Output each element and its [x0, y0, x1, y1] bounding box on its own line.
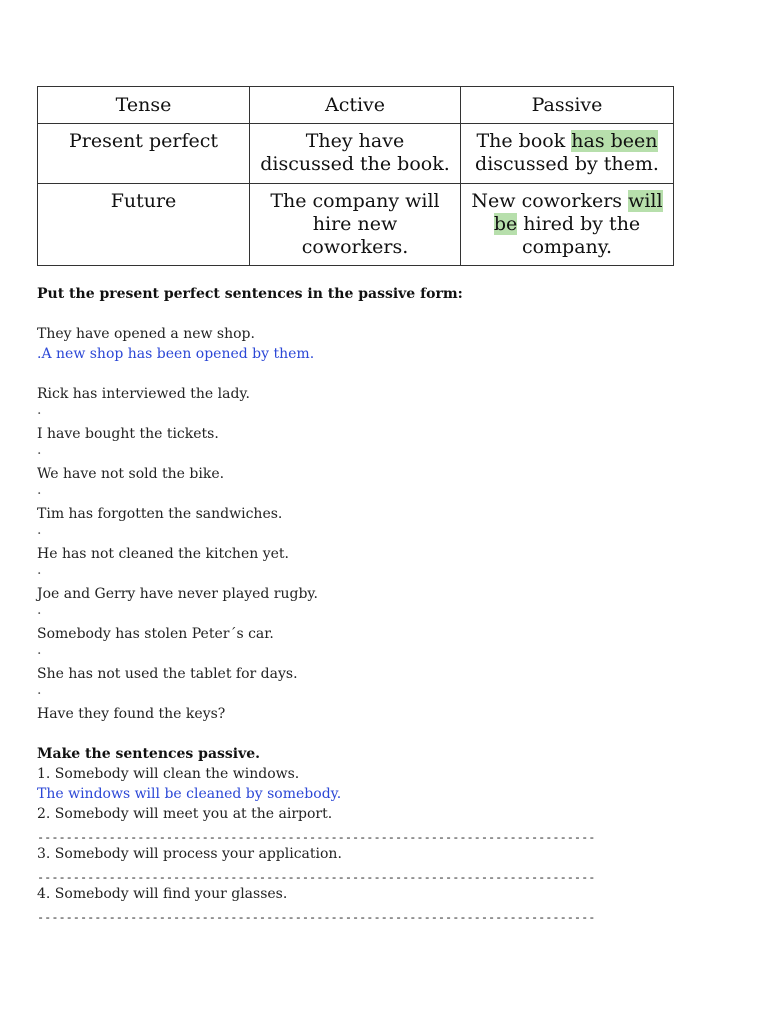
- sentence-item: Tim has forgotten the sandwiches.: [37, 506, 283, 522]
- exercise-2-example-answer: The windows will be cleaned by somebody.: [37, 786, 342, 802]
- sentence-item: 3. Somebody will process your application.: [37, 846, 342, 862]
- answer-blank[interactable]: .: [37, 602, 42, 618]
- answer-line[interactable]: ------------------------------------------------------------------------------: [37, 830, 596, 844]
- passive-highlight: will be: [493, 190, 663, 235]
- sentence-item: She has not used the tablet for days.: [37, 666, 298, 682]
- table-row-present-perfect: [38, 124, 674, 184]
- sentence-item: Have they found the keys?: [37, 706, 226, 722]
- sentence-item: We have not sold the bike.: [37, 466, 225, 482]
- table-header-row: [38, 87, 674, 124]
- sentence-item: Rick has interviewed the lady.: [37, 386, 250, 402]
- sentence-item: I have bought the tickets.: [37, 426, 219, 442]
- tense-cell: Present perfect: [38, 124, 250, 184]
- answer-blank[interactable]: .: [37, 682, 42, 698]
- answer-blank[interactable]: .: [37, 522, 42, 538]
- answer-line[interactable]: ------------------------------------------------------------------------------: [37, 910, 596, 924]
- answer-blank[interactable]: .: [37, 482, 42, 498]
- answer-line[interactable]: ------------------------------------------------------------------------------: [37, 870, 596, 884]
- answer-blank[interactable]: .: [37, 562, 42, 578]
- sentence-item: Somebody has stolen Peter´s car.: [37, 626, 274, 642]
- passive-text-pre: New coworkers: [471, 190, 629, 212]
- answer-blank[interactable]: .: [37, 642, 42, 658]
- answer-blank[interactable]: .: [37, 402, 42, 418]
- tense-comparison-table: [37, 86, 674, 266]
- passive-cell: [461, 184, 674, 266]
- exercise-2: [37, 744, 677, 924]
- exercise-2-example: 1. Somebody will clean the windows.: [37, 766, 300, 782]
- tense-cell: Future: [38, 184, 250, 266]
- passive-text-pre: The book: [476, 130, 572, 152]
- active-cell: They have discussed the book.: [250, 124, 461, 184]
- sentence-item: He has not cleaned the kitchen yet.: [37, 546, 289, 562]
- passive-text-post: discussed by them.: [475, 153, 659, 175]
- passive-text-post: hired by the company.: [517, 213, 641, 258]
- exercise-1: [37, 284, 677, 724]
- exercise-1-example: They have opened a new shop.: [37, 326, 255, 342]
- passive-highlight: has been: [571, 130, 658, 152]
- sentence-item: 4. Somebody will find your glasses.: [37, 886, 288, 902]
- passive-cell: [461, 124, 674, 184]
- exercise-1-heading: Put the present perfect sentences in the passive form:: [37, 286, 463, 302]
- table-row-future: [38, 184, 674, 266]
- header-active: Active: [250, 87, 461, 124]
- active-cell: The company will hire new coworkers.: [250, 184, 461, 266]
- sentence-item: 2. Somebody will meet you at the airport.: [37, 806, 333, 822]
- answer-blank[interactable]: .: [37, 442, 42, 458]
- exercise-1-example-answer: .A new shop has been opened by them.: [37, 346, 315, 362]
- sentence-item: Joe and Gerry have never played rugby.: [37, 586, 318, 602]
- exercise-2-heading: Make the sentences passive.: [37, 746, 261, 762]
- header-passive: Passive: [461, 87, 674, 124]
- header-tense: Tense: [38, 87, 250, 124]
